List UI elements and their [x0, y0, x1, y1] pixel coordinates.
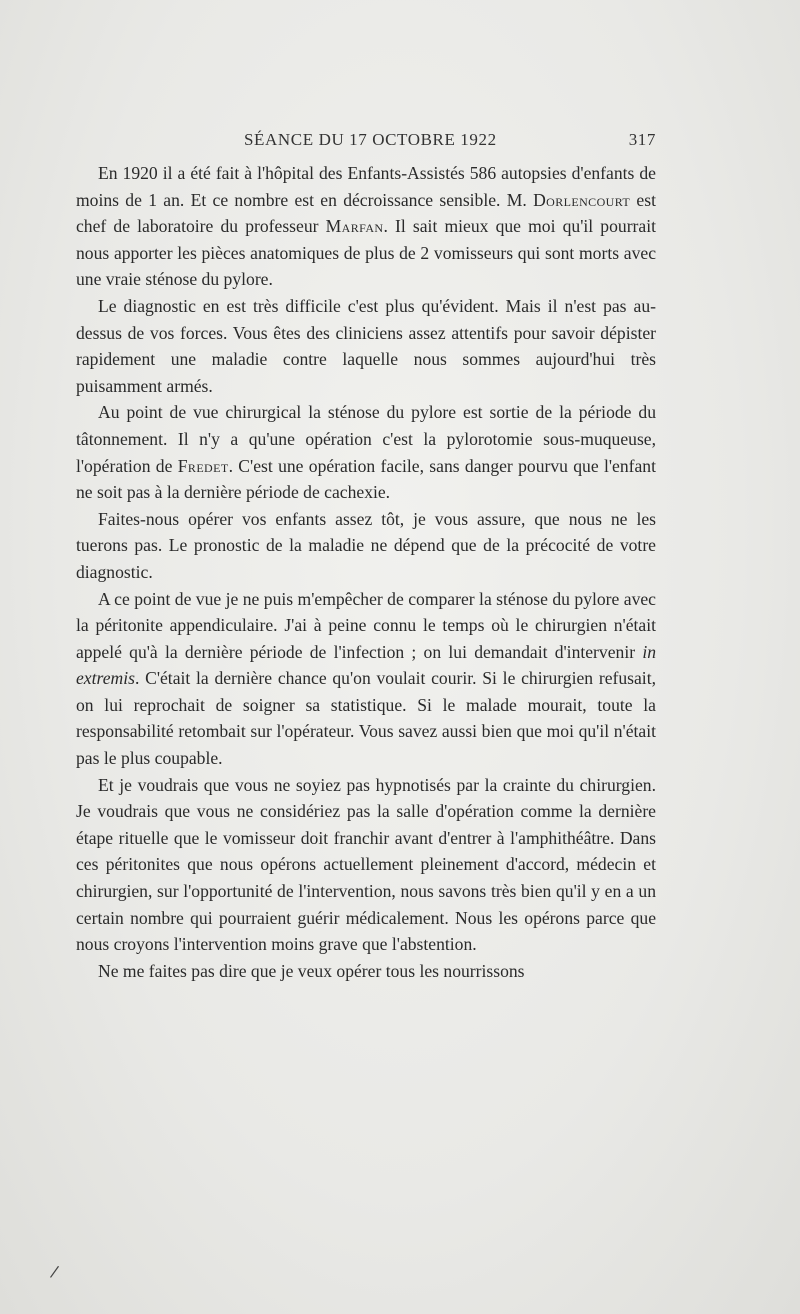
- paragraph-3-text-b: . C'est une opération facile, sans danger pourvu que l'enfant ne soit pas à la dernière période de cachexie.: [76, 455, 656, 503]
- paragraph-4: Faites-nous opérer vos enfants assez tôt, je vous assure, que nous ne les tuerons pas. Le pronostic de la maladie ne dépend que de la précocité de votre diagnostic.: [76, 508, 656, 582]
- latin-phrase: in extremis: [76, 641, 656, 689]
- paragraph-5-text-a: A ce point de vue je ne puis m'empêcher de comparer la sténose du pylore avec la péritonite appendiculaire. J'ai à peine connu le temps où le chirurgien n'était appelé qu'à la dernière période de l'infection ; on lui demandait d'intervenir: [76, 588, 656, 662]
- body-text: [76, 160, 656, 984]
- author-name-dorlencourt: Dorlencourt: [533, 189, 631, 210]
- running-title: SÉANCE DU 17 OCTOBRE 1922: [244, 130, 497, 149]
- paragraph-6: Et je voudrais que vous ne soyiez pas hypnotisés par la crainte du chirurgien. Je voudrais que vous ne considériez pas la salle d'opération comme la dernière étape rituelle que le vomisseur doit franchir avant d'entrer à l'amphithéâtre. Dans ces péritonites que nous opérons actuellement pleinement d'accord, médecin et chirurgien, sur l'opportunité de l'intervention, nous savons très bien qu'il y en a un certain nombre qui pourraient guérir médicalement. Nous les opérons parce que nous croyons l'intervention moins grave que l'abstention.: [76, 774, 656, 955]
- page-header: [76, 130, 656, 152]
- paragraph-3-text-a: Au point de vue chirurgical la sténose du pylore est sortie de la période du tâtonnement. Il n'y a qu'une opération c'est la pylorotomie sous-muqueuse, l'opération de: [76, 402, 656, 476]
- paragraph-1-text-a: En 1920 il a été fait à l'hôpital des Enfants-Assistés 586 autopsies d'enfants de moins de 1 an. Et ce nombre est en décroissance sensible. M.: [76, 163, 656, 210]
- page-number: 317: [628, 130, 656, 149]
- stray-pencil-mark: /: [49, 1261, 61, 1282]
- paragraph-2: Le diagnostic en est très difficile c'est plus qu'évident. Mais il n'est pas au-dessus de vos forces. Vous êtes des cliniciens assez attentifs pour savoir dépister rapidement une maladie contre laquelle nous sommes aujourd'hui très puisamment armés.: [76, 295, 656, 396]
- paragraph-1-text-b: est chef de laboratoire du professeur: [76, 189, 656, 237]
- paragraph-5: [76, 586, 656, 772]
- paragraph-1-text-c: . Il sait mieux que moi qu'il pourrait nous apporter les pièces anatomiques de plus de 2 vomisseurs qui sont morts avec une vraie sténose du pylore.: [76, 216, 656, 290]
- paragraph-7: Ne me faites pas dire que je veux opérer tous les nourrissons: [98, 960, 525, 981]
- paragraph-3: [76, 399, 656, 505]
- paragraph-1: [76, 160, 656, 293]
- author-name-fredet: Fredet: [177, 455, 229, 476]
- paragraph-5-text-b: . C'était la dernière chance qu'on voulait courir. Si le chirurgien refusait, on lui reprochait de soigner sa statistique. Si le malade mourait, toute la responsabilité retombait sur l'opérateur. Vous savez aussi bien que moi qu'il n'était pas le plus coupable.: [76, 668, 656, 769]
- author-name-marfan: Marfan: [325, 216, 384, 237]
